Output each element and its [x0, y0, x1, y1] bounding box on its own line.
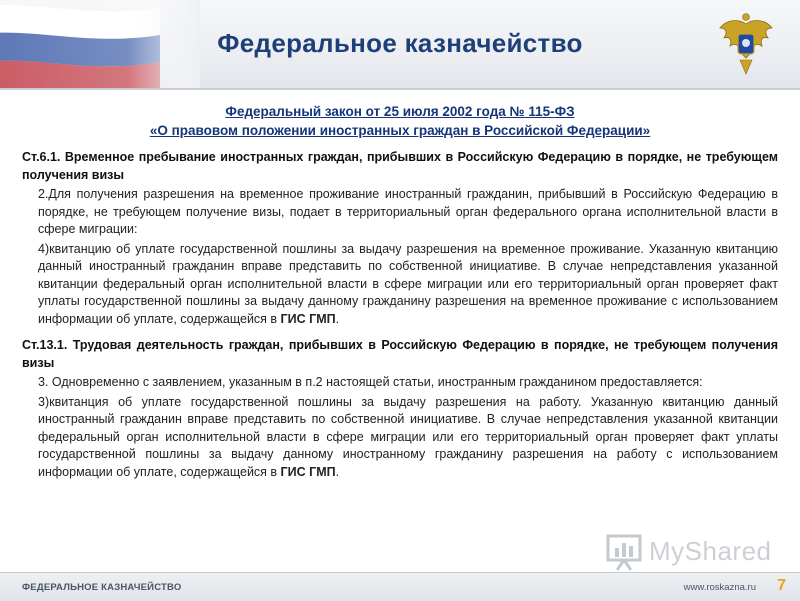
- paragraph-text: 4)квитанцию об уплате государственной пошлины за выдачу разрешения на временное проживание. Указанную квитанцию данный иностранный гражданин вправе представить по собственной инициативе. В случае непредставления указанной квитанции федеральный орган исполнительной власти в сфере миграции или его территориальный орган проверяет факт уплаты государственной пошлины за выдачу данному гражданину разрешения на временное проживание с использованием информации об уплате, содержащейся в: [38, 241, 778, 326]
- footer-website-link[interactable]: www.roskazna.ru: [683, 582, 756, 593]
- article-6-1-paragraph-2: 2.Для получения разрешения на временное проживание иностранный гражданин, прибывший в Российскую Федерацию в порядке, не требующем получение визы, подает в территориальный орган федерального органа исполнительной власти в сфере миграции:: [38, 187, 778, 236]
- double-headed-eagle-emblem-icon: [716, 12, 776, 78]
- page-title: Федеральное казначейство: [217, 28, 583, 58]
- slide-content: [22, 102, 778, 481]
- footer-organization: ФЕДЕРАЛЬНОЕ КАЗНАЧЕЙСТВО: [22, 582, 182, 593]
- gis-gmp-term: ГИС ГМП: [280, 311, 336, 326]
- watermark-text: MyShared: [649, 536, 772, 566]
- article-13-1-paragraph-3: 3. Одновременно с заявлением, указанным в п.2 настоящей статьи, иностранным гражданином предоставляется:: [38, 375, 703, 389]
- slide-header: [0, 0, 800, 90]
- paragraph-end: .: [335, 311, 340, 326]
- law-subtitle: «О правовом положении иностранных граждан в Российской Федерации»: [149, 123, 651, 138]
- myshared-watermark: [605, 532, 775, 572]
- paragraph-end: .: [335, 464, 340, 479]
- page-number: 7: [777, 577, 786, 594]
- paragraph-text: 3)квитанция об уплате государственной пошлины за выдачу разрешения на работу. Указанную квитанцию данный иностранный гражданин вправе представить по собственной инициативе. В случае непредставления указанной квитанции федеральный орган исполнительной власти в сфере миграции или его территориальный орган проверяет факт уплаты государственной пошлины за выдачу данному иностранному гражданину разрешения на работу с использованием информации об уплате, содержащейся в: [38, 394, 778, 479]
- article-heading-6-1: Ст.6.1. Временное пребывание иностранных граждан, прибывших в Российскую Федерацию в порядке, не требующем получения визы: [22, 150, 778, 182]
- gis-gmp-term: ГИС ГМП: [280, 464, 336, 479]
- article-heading-13-1: Ст.13.1. Трудовая деятельность граждан, прибывших в Российскую Федерацию в порядке, не требующем получения визы: [22, 338, 778, 370]
- presentation-chart-icon: [605, 532, 645, 572]
- article-6-1-paragraph-4: [22, 241, 778, 329]
- slide-footer: [0, 572, 800, 601]
- law-title: Федеральный закон от 25 июля 2002 года № 115-ФЗ: [225, 104, 575, 119]
- article-13-1-paragraph-3-receipt: [22, 394, 778, 482]
